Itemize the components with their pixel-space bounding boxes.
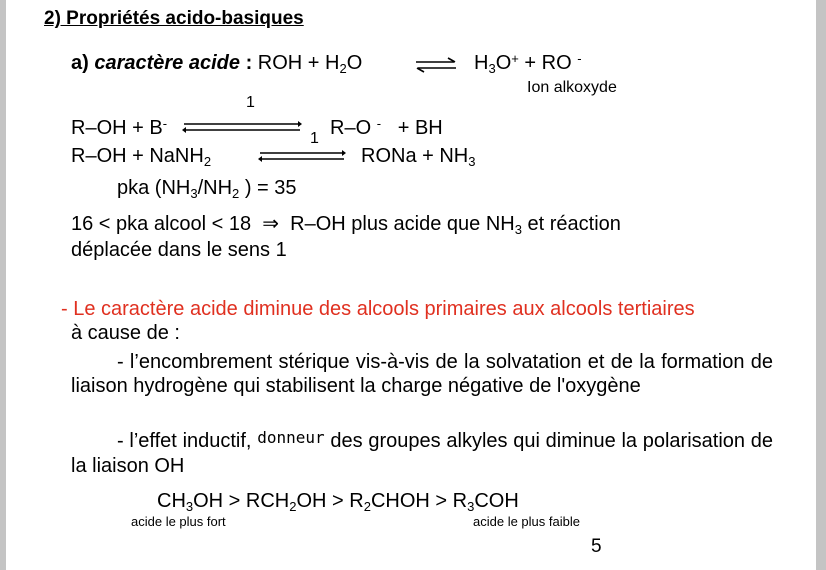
label-strongest-acid: acide le plus fort xyxy=(131,514,226,529)
comparison-line2: déplacée dans le sens 1 xyxy=(71,239,287,261)
pka-value: pka ($NH_3/NH_2$ ) = 35 xyxy=(117,177,297,202)
eq-left: ROH + $H_2O$ xyxy=(257,52,363,77)
eq-right: $H_3O^+$ + RO - xyxy=(474,51,582,77)
cause-label: à cause de : xyxy=(71,322,180,344)
reaction1-left: R–OH + B- xyxy=(71,116,168,139)
bullet-steric-hindrance: - l’encombrement stérique vis-à-vis de la solvatation et de la formation de liaison hydrogène qui stabilisent la charge négative de l'oxygène xyxy=(71,351,773,397)
reaction1-right: R–O - + BH xyxy=(330,116,443,139)
equilibrium-arrow-2 xyxy=(182,120,302,134)
equilibrium-arrow-1 xyxy=(414,58,458,72)
ion-alkoxyde-label: Ion alkoxyde xyxy=(527,79,617,96)
equilibrium-arrow-3 xyxy=(258,149,346,163)
section-title: 2) Propriétés acido-basiques xyxy=(44,8,304,29)
part-a-label: caractère acide xyxy=(94,52,241,74)
slide-right-border xyxy=(816,0,826,570)
comparison-line1: 16 < pka alcool < 18 ⇒ R–OH plus acide que $NH_3$ et réaction xyxy=(71,213,621,238)
acidity-order: $CH_3OH > RCH_2OH$ > $R_2CHOH > R_3COH$ xyxy=(157,490,519,515)
handwritten-note: donneur xyxy=(257,428,325,447)
reaction1-arrow-label: 1 xyxy=(246,94,255,111)
reaction2-arrow-label: 1 xyxy=(310,130,319,147)
slide-left-border xyxy=(0,0,6,570)
reaction2-left: R–OH + NaNH$_2$ xyxy=(71,145,212,170)
part-a-heading xyxy=(71,52,362,75)
reaction2-right: RONa + $NH_3$ xyxy=(361,145,476,170)
bullet-inductive-effect: - l’effet inductif, $^{donneur}$ des groupes alkyles qui diminue la polarisation de la liaison OH xyxy=(71,428,774,477)
label-weakest-acid: acide le plus faible xyxy=(473,514,580,529)
part-a-colon: : xyxy=(240,52,253,74)
page-number: 5 xyxy=(591,536,602,557)
part-a-prefix: a) xyxy=(71,52,95,74)
implies-icon: ⇒ xyxy=(262,213,280,235)
red-statement: - Le caractère acide diminue des alcools primaires aux alcools tertiaires xyxy=(61,298,695,320)
